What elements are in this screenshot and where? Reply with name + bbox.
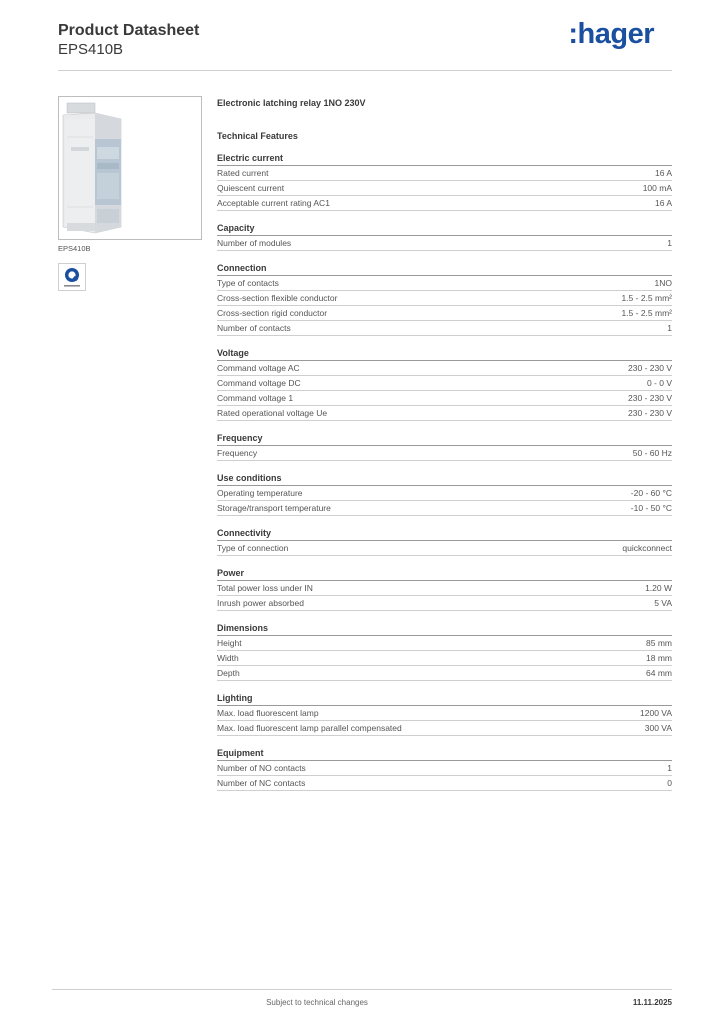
table-row: [217, 721, 672, 736]
row-value: 5 VA: [654, 598, 672, 608]
row-value: 1.5 - 2.5 mm²: [621, 308, 672, 318]
row-value: 230 - 230 V: [628, 363, 672, 373]
table-row: [217, 376, 672, 391]
section-title: Capacity: [217, 221, 672, 236]
row-label: Storage/transport temperature: [217, 503, 331, 513]
section-title: Dimensions: [217, 621, 672, 636]
row-label: Height: [217, 638, 242, 648]
row-label: Rated current: [217, 168, 269, 178]
section-title: Frequency: [217, 431, 672, 446]
row-value: 300 VA: [644, 723, 672, 733]
table-row: [217, 406, 672, 421]
row-value: 1: [667, 238, 672, 248]
table-row: [217, 276, 672, 291]
table-row: [217, 651, 672, 666]
technical-content: [217, 96, 672, 791]
quality-badge-icon: [58, 263, 86, 291]
row-label: Number of NC contacts: [217, 778, 306, 788]
feature-section: [217, 261, 672, 336]
row-label: Rated operational voltage Ue: [217, 408, 328, 418]
table-row: [217, 501, 672, 516]
table-row: [217, 541, 672, 556]
row-value: 16 A: [654, 168, 672, 178]
footer-rule: [52, 989, 672, 990]
row-value: 1: [667, 763, 672, 773]
row-label: Type of connection: [217, 543, 289, 553]
row-label: Command voltage DC: [217, 378, 301, 388]
feature-section: [217, 621, 672, 681]
row-label: Acceptable current rating AC1: [217, 198, 330, 208]
section-title: Electric current: [217, 151, 672, 166]
relay-illustration-icon: [59, 97, 201, 239]
row-value: 230 - 230 V: [628, 393, 672, 403]
row-value: 1.5 - 2.5 mm²: [621, 293, 672, 303]
row-label: Depth: [217, 668, 240, 678]
row-value: 1: [667, 323, 672, 333]
table-row: [217, 321, 672, 336]
table-row: [217, 196, 672, 211]
table-row: [217, 446, 672, 461]
document-title: Product Datasheet: [58, 22, 200, 39]
row-label: Number of modules: [217, 238, 292, 248]
table-row: [217, 181, 672, 196]
technical-features-heading: Technical Features: [217, 131, 298, 141]
row-value: 100 mA: [642, 183, 672, 193]
table-row: [217, 596, 672, 611]
row-value: -20 - 60 °C: [630, 488, 672, 498]
row-label: Operating temperature: [217, 488, 303, 498]
product-name: Electronic latching relay 1NO 230V: [217, 98, 366, 108]
row-label: Type of contacts: [217, 278, 279, 288]
feature-section: [217, 221, 672, 251]
footer-note: Subject to technical changes: [266, 998, 368, 1007]
table-row: [217, 166, 672, 181]
section-title: Power: [217, 566, 672, 581]
row-label: Command voltage AC: [217, 363, 300, 373]
row-label: Width: [217, 653, 239, 663]
table-row: [217, 706, 672, 721]
section-title: Connection: [217, 261, 672, 276]
table-row: [217, 636, 672, 651]
row-value: 230 - 230 V: [628, 408, 672, 418]
row-value: 1200 VA: [640, 708, 672, 718]
section-title: Lighting: [217, 691, 672, 706]
section-title: Use conditions: [217, 471, 672, 486]
feature-sections: [217, 151, 672, 791]
table-row: [217, 306, 672, 321]
table-row: [217, 761, 672, 776]
row-value: 50 - 60 Hz: [632, 448, 672, 458]
section-title: Equipment: [217, 746, 672, 761]
feature-section: [217, 346, 672, 421]
feature-section: [217, 526, 672, 556]
table-row: [217, 776, 672, 791]
row-value: 0 - 0 V: [646, 378, 672, 388]
row-label: Total power loss under IN: [217, 583, 313, 593]
feature-section: [217, 691, 672, 736]
row-label: Cross-section flexible conductor: [217, 293, 338, 303]
row-label: Frequency: [217, 448, 258, 458]
table-row: [217, 291, 672, 306]
feature-section: [217, 746, 672, 791]
row-value: 1.20 W: [645, 583, 672, 593]
row-label: Inrush power absorbed: [217, 598, 304, 608]
page-header: [58, 20, 672, 71]
row-label: Command voltage 1: [217, 393, 294, 403]
feature-section: [217, 431, 672, 461]
row-label: Number of contacts: [217, 323, 291, 333]
product-id: EPS410B: [58, 41, 124, 58]
row-value: 64 mm: [646, 668, 672, 678]
row-value: 1NO: [654, 278, 672, 288]
section-title: Voltage: [217, 346, 672, 361]
row-label: Max. load fluorescent lamp: [217, 708, 319, 718]
row-value: 0: [667, 778, 672, 788]
table-row: [217, 236, 672, 251]
table-row: [217, 666, 672, 681]
row-value: 16 A: [654, 198, 672, 208]
row-value: 18 mm: [646, 653, 672, 663]
table-row: [217, 486, 672, 501]
feature-section: [217, 151, 672, 211]
row-value: 85 mm: [646, 638, 672, 648]
row-label: Quiescent current: [217, 183, 285, 193]
table-row: [217, 581, 672, 596]
table-row: [217, 361, 672, 376]
row-value: quickconnect: [622, 543, 672, 553]
feature-section: [217, 566, 672, 611]
section-title: Connectivity: [217, 526, 672, 541]
feature-section: [217, 471, 672, 516]
product-image: [58, 96, 202, 240]
footer-date: 11.11.2025: [632, 998, 672, 1007]
hager-logo: :hager: [568, 18, 654, 50]
row-value: -10 - 50 °C: [630, 503, 672, 513]
row-label: Max. load fluorescent lamp parallel compensated: [217, 723, 402, 733]
row-label: Number of NO contacts: [217, 763, 306, 773]
row-label: Cross-section rigid conductor: [217, 308, 328, 318]
table-row: [217, 391, 672, 406]
product-code-caption: EPS410B: [58, 244, 91, 253]
